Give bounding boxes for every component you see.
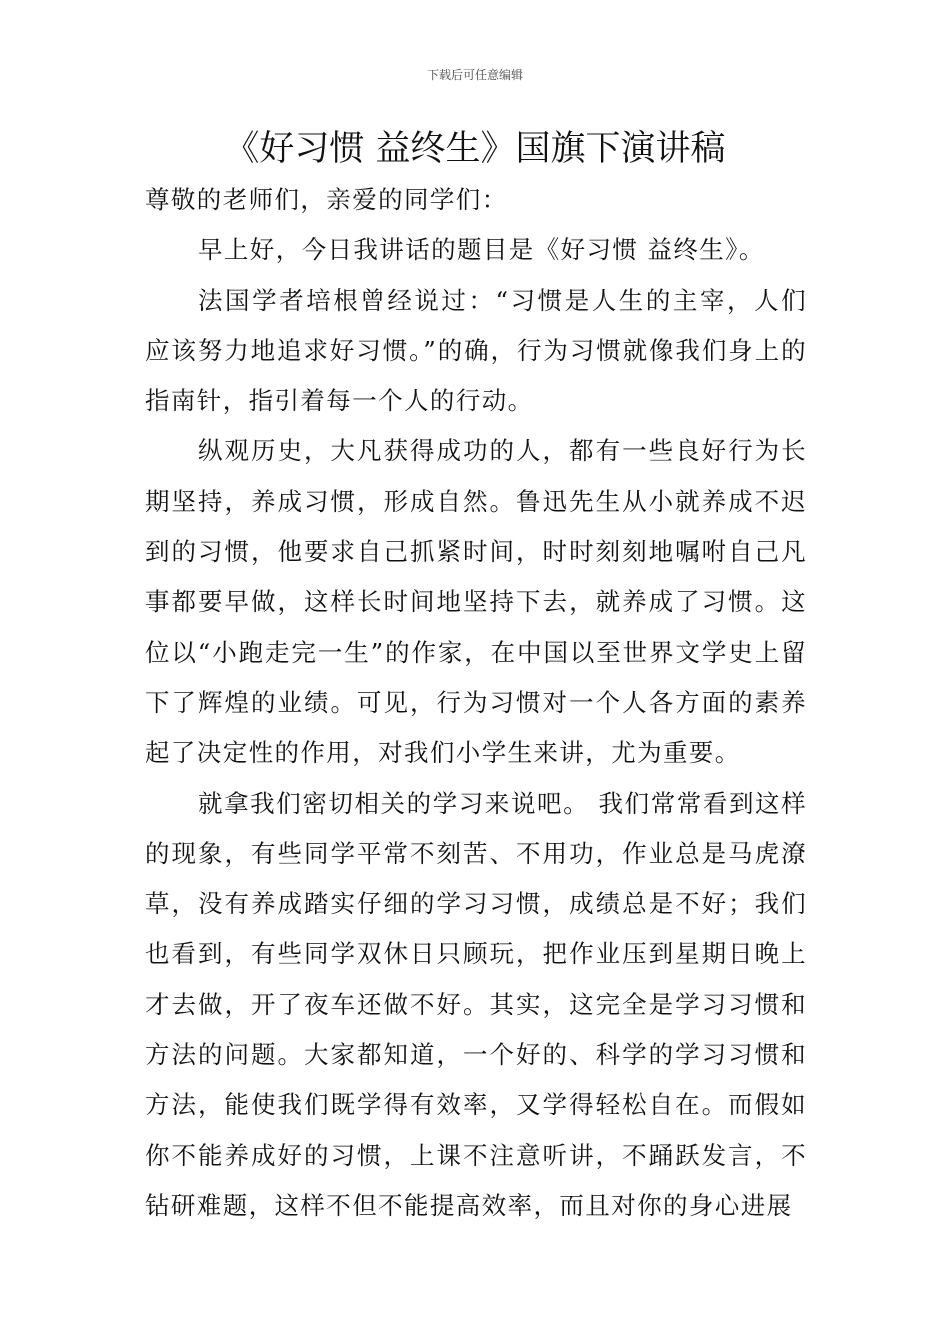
document-title: 《好习惯 益终生》国旗下演讲稿 xyxy=(224,129,726,169)
quote-paragraph: 法国学者培根曾经说过：“习惯是人生的主宰，人们应该努力地追求好习惯。”的确，行为习惯就像我们身上的指南针，指引着每一个人的行动。 xyxy=(145,285,807,416)
page-header-note: 下载后可任意编辑 xyxy=(426,68,523,82)
study-paragraph: 就拿我们密切相关的学习来说吧。 我们常常看到这样的现象，有些同学平常不刻苦、不用功，作业总是马虎潦草，没有养成踏实仔细的学习习惯，成绩总是不好；我们也看到，有些同学双休日只顾玩，把作业压到星期日晚上才去做，开了夜车还做不好。其实，这完全是学习习惯和方法的问题。大家都知道，一个好的、科学的学习习惯和方法，能使我们既学得有效率，又学得轻松自在。而假如你不能养成好的习惯，上课不注意听讲，不踊跃发言，不钻研难题，这样不但不能提高效率，而且对你的身心进展 xyxy=(145,788,807,1220)
document-body xyxy=(145,175,807,1231)
history-paragraph: 纵观历史，大凡获得成功的人，都有一些良好行为长期坚持，养成习惯，形成自然。鲁迅先生从小就养成不迟到的习惯，他要求自己抓紧时间，时时刻刻地嘱咐自己凡事都要早做，这样长时间地坚持下去，就养成了习惯。这位以“小跑走完一生”的作家，在中国以至世界文学史上留下了辉煌的业绩。可见，行为习惯对一个人各方面的素养起了决定性的作用，对我们小学生来讲，尤为重要。 xyxy=(145,436,807,768)
greeting-paragraph: 早上好，今日我讲话的题目是《好习惯 益终生》。 xyxy=(198,235,765,265)
salutation-paragraph: 尊敬的老师们，亲爱的同学们： xyxy=(145,185,508,214)
